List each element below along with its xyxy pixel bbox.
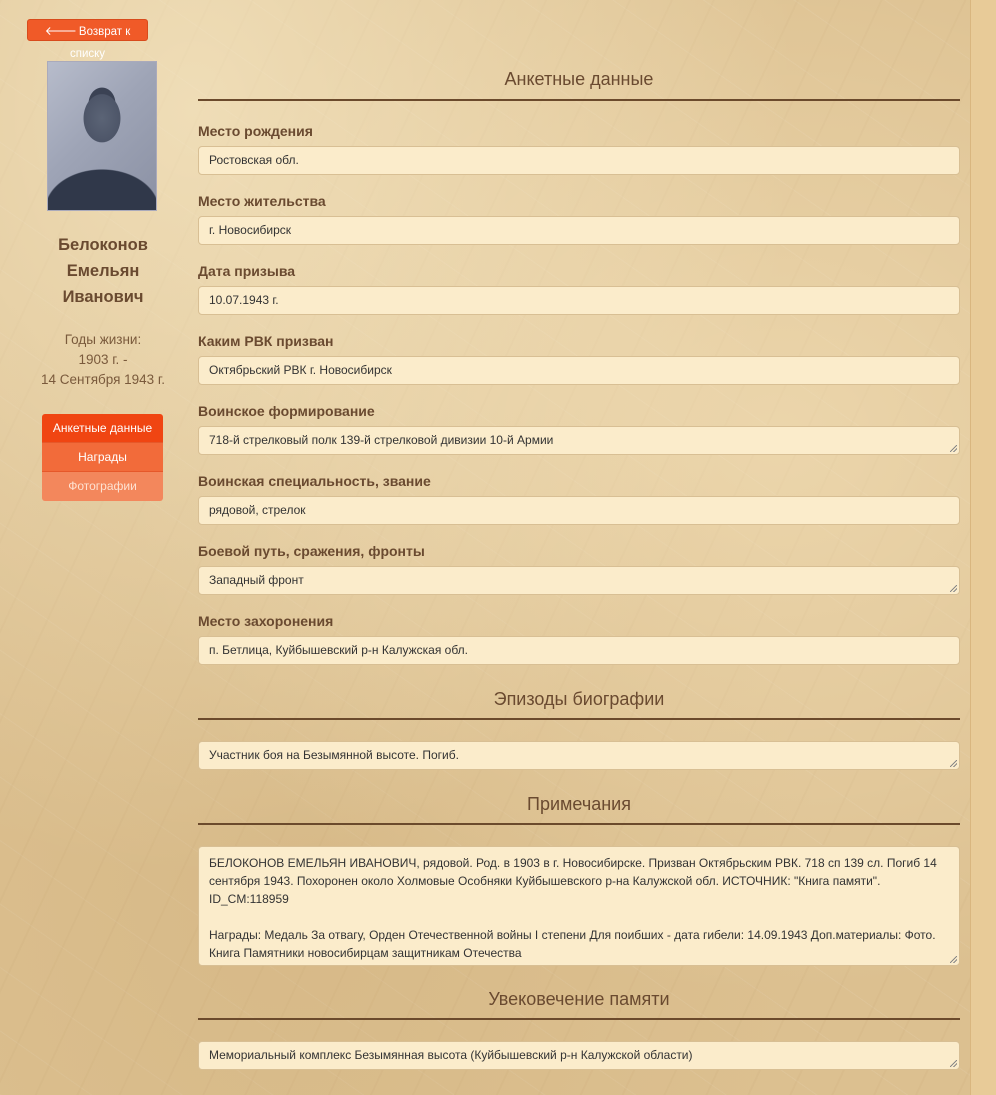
section-title-notes: Примечания — [527, 794, 631, 814]
label-residence: Место жительства — [198, 193, 326, 209]
label-conscription-date: Дата призыва — [198, 263, 296, 279]
specialty-rank-field[interactable]: рядовой, стрелок — [198, 496, 960, 525]
birth-year: 1903 г. - — [78, 352, 128, 367]
back-button-label: Возврат к списку — [69, 26, 131, 60]
label-birthplace: Место рождения — [198, 123, 313, 139]
combat-path-field[interactable]: Западный фронт — [198, 566, 960, 595]
arrow-left-icon: 🡐 — [44, 24, 77, 38]
label-rvk: Каким РВК призван — [198, 333, 334, 349]
life-years — [28, 330, 178, 390]
conscription-date-field[interactable]: 10.07.1943 г. — [198, 286, 960, 315]
name-patronymic: Иванович — [62, 288, 144, 306]
death-date: 14 Сентября 1943 г. — [41, 372, 165, 387]
tab-profile[interactable]: Анкетные данные — [42, 414, 163, 443]
section-divider — [198, 823, 960, 825]
notes-paragraph-2: Награды: Медаль За отвагу, Орден Отечественной войны I степени Для поибших - дата гибели: 14.09.1943 Доп.материалы: Фото. Книга Памятники новосибирцам защитникам Отечества — [209, 928, 936, 960]
label-specialty-rank: Воинская специальность, звание — [198, 473, 431, 489]
memorial-field[interactable]: Мемориальный комплекс Безымянная высота (Куйбышевский р-н Калужской области) — [198, 1041, 960, 1070]
notes-field[interactable] — [198, 846, 960, 966]
birthplace-field[interactable]: Ростовская обл. — [198, 146, 960, 175]
page-right-edge — [970, 0, 996, 1095]
biography-field[interactable]: Участник боя на Безымянной высоте. Погиб. — [198, 741, 960, 770]
person-name — [28, 232, 178, 310]
section-title-profile: Анкетные данные — [504, 69, 654, 89]
burial-place-field[interactable]: п. Бетлица, Куйбышевский р-н Калужская обл. — [198, 636, 960, 665]
section-divider — [198, 718, 960, 720]
rvk-field[interactable]: Октябрьский РВК г. Новосибирск — [198, 356, 960, 385]
name-first: Емельян — [66, 262, 140, 280]
name-surname: Белоконов — [58, 236, 148, 254]
notes-paragraph-1: БЕЛОКОНОВ ЕМЕЛЬЯН ИВАНОВИЧ, рядовой. Род. в 1903 в г. Новосибирске. Призван Октябрьским РВК. 718 сп 139 сл. Погиб 14 сентября 1943. Похоронен около Холмовые Особняки Куйбышевского р-на Калужской обл. ИСТОЧНИК: "Книга памяти". ID_CM:118959 — [209, 856, 937, 906]
portrait-photo — [47, 61, 157, 211]
label-combat-path: Боевой путь, сражения, фронты — [198, 543, 425, 559]
section-divider — [198, 99, 960, 101]
side-navigation — [42, 414, 163, 501]
back-to-list-button[interactable] — [27, 19, 148, 60]
tab-photos[interactable]: Фотографии — [42, 472, 163, 501]
years-label: Годы жизни: — [64, 332, 142, 347]
label-military-unit: Воинское формирование — [198, 403, 375, 419]
section-title-biography: Эпизоды биографии — [493, 689, 665, 709]
label-burial-place: Место захоронения — [198, 613, 334, 629]
residence-field[interactable]: г. Новосибирск — [198, 216, 960, 245]
tab-awards[interactable]: Награды — [42, 443, 163, 472]
military-unit-field[interactable]: 718-й стрелковый полк 139-й стрелковой дивизии 10-й Армии — [198, 426, 960, 455]
section-divider — [198, 1018, 960, 1020]
section-title-memory: Увековечение памяти — [488, 989, 670, 1009]
